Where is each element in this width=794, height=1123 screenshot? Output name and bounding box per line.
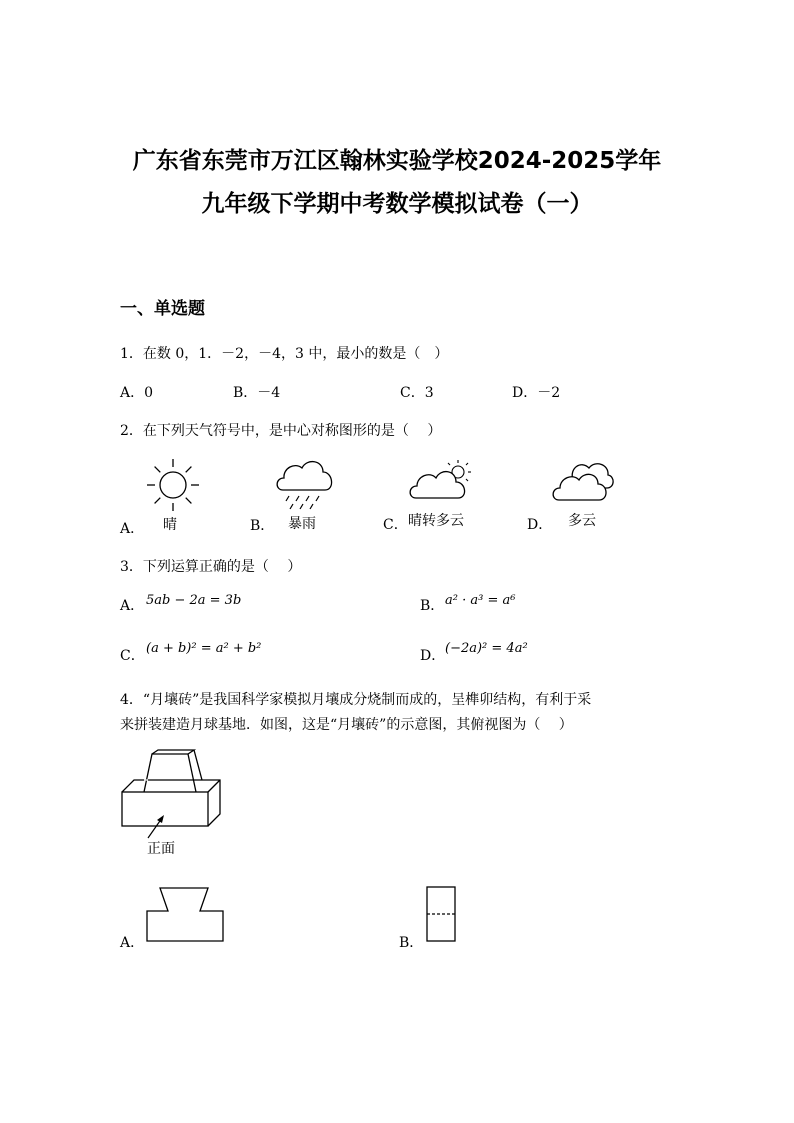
q4-option-b: B． [399, 935, 424, 951]
title-line-2: 九年级下学期中考数学模拟试卷（一） [201, 191, 593, 217]
rain-cloud-icon [273, 456, 335, 514]
q4-option-a: A． [120, 935, 145, 951]
q1-option-d: D．－2 [512, 385, 561, 401]
q2-caption-a: 晴 [163, 517, 177, 533]
q2-caption-d: 多云 [568, 513, 596, 529]
q1-option-c: C．3 [400, 385, 434, 401]
moon-brick-diagram [118, 750, 228, 832]
q3-expr-c: (a + b)² = a² + b² [146, 641, 262, 656]
front-label: 正面 [147, 841, 175, 857]
q4-option-b-figure [424, 884, 458, 944]
q4-stem-line-2: 来拼装建造月球基地．如图，这是“月壤砖”的示意图，其俯视图为（ ） [120, 717, 573, 733]
q3-option-b: B． [420, 598, 445, 614]
q3-expr-a: 5ab − 2a = 3b [146, 593, 242, 608]
sun-behind-cloud-icon [408, 458, 474, 502]
q1-option-b: B．－4 [233, 385, 281, 401]
q2-caption-b: 暴雨 [288, 516, 316, 532]
q3-option-a: A． [120, 598, 145, 614]
q3-option-c: C． [120, 648, 145, 664]
title-line-1: 广东省东莞市万江区翰林实验学校2024-2025学年 [132, 148, 662, 174]
q1-option-a: A．0 [120, 385, 154, 401]
q2-stem: 2．在下列天气符号中，是中心对称图形的是（ ） [120, 423, 442, 439]
q3-expr-d: (−2a)² = 4a² [445, 641, 528, 656]
q4-option-a-figure [144, 884, 226, 944]
q2-option-c: C． [383, 517, 408, 533]
q3-stem: 3．下列运算正确的是（ ） [120, 559, 302, 575]
q3-option-d: D． [420, 648, 446, 664]
q2-caption-c: 晴转多云 [408, 513, 464, 529]
q3-expr-b: a² · a³ = a⁶ [445, 593, 516, 608]
sun-icon [145, 457, 201, 513]
q1-stem: 1．在数 0，1．－2，－4，3 中，最小的数是（ ） [120, 346, 449, 362]
q2-option-a: A． [120, 521, 145, 537]
section-heading: 一、单选题 [120, 299, 205, 319]
q4-stem-line-1: 4．“月壤砖”是我国科学家模拟月壤成分烧制而成的，呈榫卯结构，有利于采 [120, 692, 592, 708]
clouds-icon [551, 458, 615, 504]
q2-option-b: B． [250, 518, 275, 534]
q2-option-d: D． [527, 517, 553, 533]
